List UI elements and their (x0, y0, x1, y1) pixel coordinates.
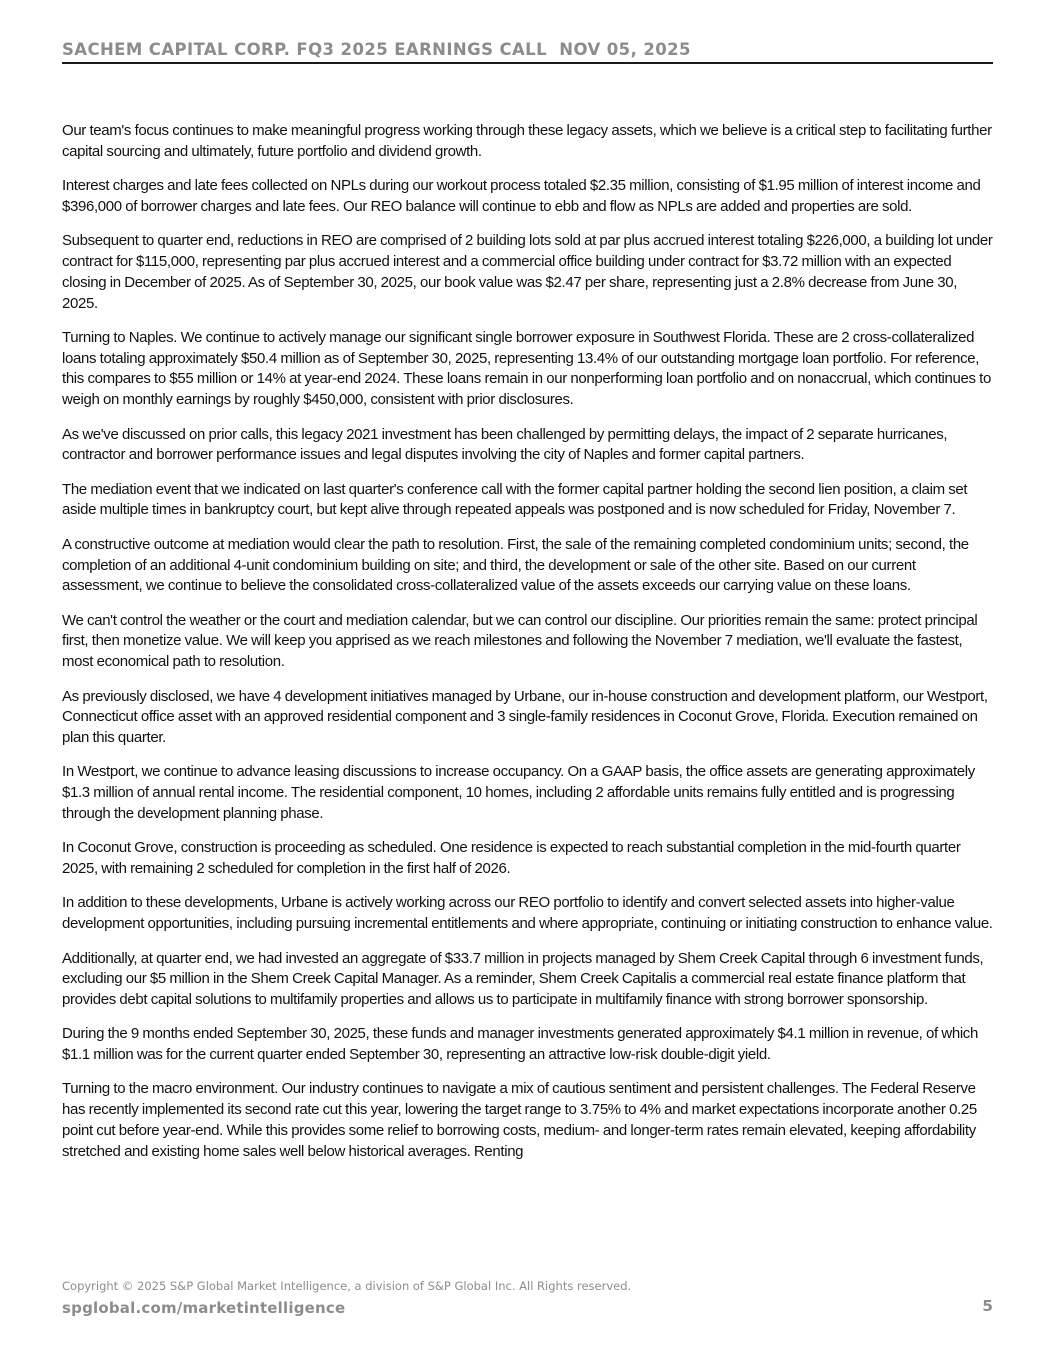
paragraph: A constructive outcome at mediation would clear the path to resolution. First, the sale of the remaining completed condominium units; second, the completion of an additional 4-unit condominium building on site; and third, the development or sale of the other site. Based on our current assessment, we continue to believe the consolidated cross-collateralized value of the assets exceeds our carrying value on these loans. (62, 535, 969, 595)
paragraph: Subsequent to quarter end, reductions in REO are comprised of 2 building lots sold at par plus accrued interest totaling $226,000, a building lot under contract for $115,000, representing par plus accrued interest and a commercial office building under contract for $3.72 million with an expected closing in December of 2025. As of September 30, 2025, our book value was $2.47 per share, representing just a 2.8% decrease from June 30, 2025. (62, 232, 993, 312)
paragraph: The mediation event that we indicated on last quarter's conference call with the former capital partner holding the second lien position, a claim set aside multiple times in bankruptcy court, but kept alive through repeated appeals was postponed and is now scheduled for Friday, November 7. (62, 480, 968, 519)
website-link[interactable]: spglobal.com/marketintelligence (62, 1299, 346, 1317)
paragraph: In addition to these developments, Urbane is actively working across our REO portfolio to identify and convert selected assets into higher-value development opportunities, including pursuing incremental entitlements and where appropriate, continuing or initiating construction to enhance value. (62, 894, 993, 933)
document-title: SACHEM CAPITAL CORP. FQ3 2025 EARNINGS CALL NOV 05, 2025 (62, 40, 691, 59)
paragraph: Additionally, at quarter end, we had invested an aggregate of $33.7 million in projects managed by Shem Creek Capital through 6 investment funds, excluding our $5 million in the Shem Creek Capital Manager. As a reminder, Shem Creek Capitalis a commercial real estate finance platform that provides debt capital solutions to multifamily properties and allows us to participate in multifamily finance with strong borrower sponsorship. (62, 949, 984, 1009)
copyright-notice: Copyright © 2025 S&P Global Market Intelligence, a division of S&P Global Inc. All Rights reserved. (62, 1279, 632, 1293)
paragraph: Turning to the macro environment. Our industry continues to navigate a mix of cautious sentiment and persistent challenges. The Federal Reserve has recently implemented its second rate cut this year, lowering the target range to 3.75% to 4% and market expectations incorporate another 0.25 point cut before year-end. While this provides some relief to borrowing costs, medium- and longer-term rates remain elevated, keeping affordability stretched and existing home sales well below historical averages. Renting (62, 1080, 977, 1160)
paragraph: In Coconut Grove, construction is proceeding as scheduled. One residence is expected to reach substantial completion in the mid-fourth quarter 2025, with remaining 2 scheduled for completion in the first half of 2026. (62, 839, 961, 878)
page-number: 5 (982, 1297, 993, 1315)
paragraph: We can't control the weather or the court and mediation calendar, but we can control our discipline. Our priorities remain the same: protect principal first, then monetize value. We will keep you apprised as we reach milestones and following the November 7 mediation, we'll evaluate the fastest, most economical path to resolution. (62, 611, 978, 671)
paragraph: During the 9 months ended September 30, 2025, these funds and manager investments generated approximately $4.1 million in revenue, of which $1.1 million was for the current quarter ended September 30, representing an attractive low-risk double-digit yield. (62, 1025, 978, 1064)
paragraph: Our team's focus continues to make meaningful progress working through these legacy assets, which we believe is a critical step to facilitating further capital sourcing and ultimately, future portfolio and dividend growth. (62, 122, 992, 160)
paragraph: As previously disclosed, we have 4 development initiatives managed by Urbane, our in-house construction and development platform, our Westport, Connecticut office asset with an approved residential component and 3 single-family residences in Coconut Grove, Florida. Execution remained on plan this quarter. (62, 687, 988, 747)
paragraph: As we've discussed on prior calls, this legacy 2021 investment has been challenged by permitting delays, the impact of 2 separate hurricanes, contractor and borrower performance issues and legal disputes involving the city of Naples and former capital partners. (62, 425, 948, 464)
paragraph: Turning to Naples. We continue to actively manage our significant single borrower exposure in Southwest Florida. These are 2 cross-collateralized loans totaling approximately $50.4 million as of September 30, 2025, representing 13.4% of our outstanding mortgage loan portfolio. For reference, this compares to $55 million or 14% at year-end 2024. These loans remain in our nonperforming loan portfolio and on nonaccrual, which continues to weigh on monthly earnings by roughly $450,000, consistent with prior disclosures. (62, 328, 991, 409)
page-header (62, 40, 993, 64)
paragraph: Interest charges and late fees collected on NPLs during our workout process totaled $2.35 million, consisting of $1.95 million of interest income and $396,000 of borrower charges and late fees. Our REO balance will continue to ebb and flow as NPLs are added and properties are sold. (62, 177, 981, 215)
page-footer (62, 1279, 993, 1318)
transcript-body (62, 121, 994, 1176)
paragraph: In Westport, we continue to advance leasing discussions to increase occupancy. On a GAAP basis, the office assets are generating approximately $1.3 million of annual rental income. The residential component, 10 homes, including 2 affordable units remains fully entitled and is progressing through the development planning phase. (62, 763, 975, 823)
